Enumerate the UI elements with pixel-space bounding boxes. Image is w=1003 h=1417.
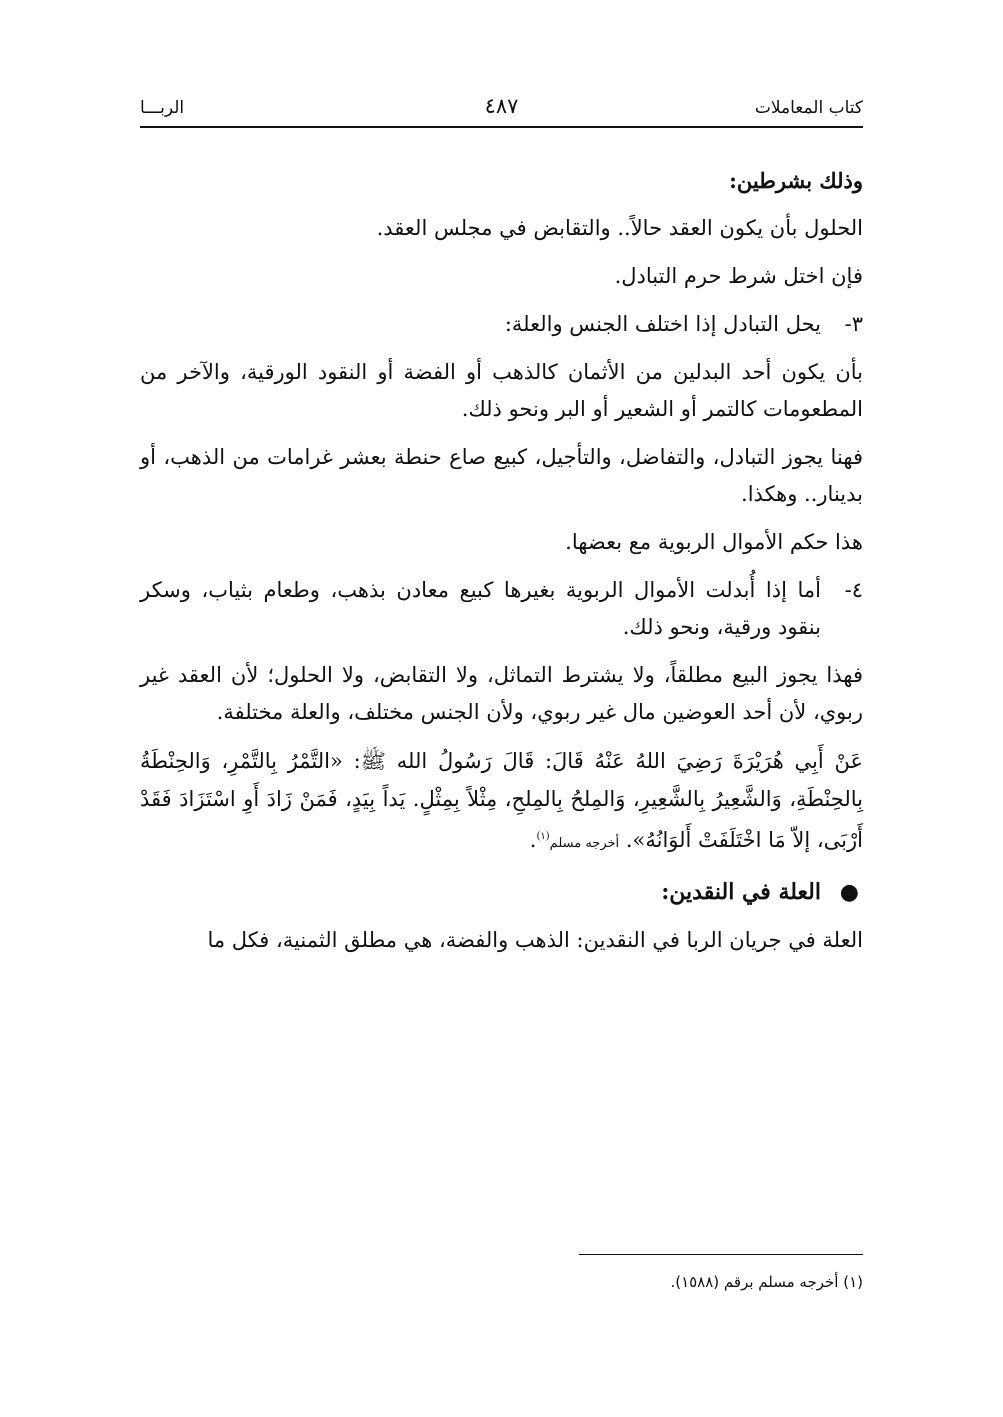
section-heading [140, 874, 863, 911]
paragraph-conditions: الحلول بأن يكون العقد حالاً.. والتقابض في مجلس العقد. [376, 216, 863, 240]
paragraph-cause: العلة في جريان الربا في النقدين: الذهب والفضة، هي مطلق الثمنية، فكل ما [207, 928, 863, 952]
list-number: ٣- [844, 312, 863, 336]
list-item-3 [140, 306, 863, 343]
footnote-divider [579, 1254, 863, 1255]
footnote-marker: (١) [536, 831, 550, 842]
paragraph-ruling: فهذا يجوز البيع مطلقاً، ولا يشترط التماثل، ولا التقابض، ولا الحلول؛ لأن العقد غير ربوي، لأن أحد العوضين مال غير ربوي، ولأن الجنس مختلف، والعلة مختلفة. [140, 663, 863, 724]
footnote: (١) أخرجه مسلم برقم (١٥٨٨). [670, 1273, 863, 1291]
paragraph-permission: فهنا يجوز التبادل، والتفاضل، والتأجيل، كبيع صاع حنطة بعشر غرامات من الذهب، أو بدينار.. وهكذا. [140, 445, 863, 506]
page-number: ٤٨٧ [484, 94, 519, 118]
list-item-text: أما إذا أُبدلت الأموال الربوية بغيرها كبيع معادن بذهب، وطعام بثياب، وسكر بنقود ورقية، ونحو ذلك. [140, 578, 821, 639]
book-title: كتاب المعاملات [754, 98, 863, 118]
paragraph-example: بأن يكون أحد البدلين من الأثمان كالذهب أو الفضة أو النقود الورقية، والآخر من المطعومات كالتمر أو الشعير أو البر ونحو ذلك. [140, 360, 863, 421]
page-header [140, 94, 863, 128]
paragraph-summary: هذا حكم الأموال الربوية مع بعضها. [565, 530, 863, 554]
list-item-4 [140, 572, 863, 646]
list-item-text: يحل التبادل إذا اختلف الجنس والعلة: [504, 312, 821, 336]
list-number: ٤- [844, 578, 863, 602]
hadith-reference: أخرجه مسلم [549, 836, 620, 851]
paragraph-violation: فإن اختل شرط حرم التبادل. [614, 264, 863, 288]
bullet-icon: ● [839, 879, 859, 905]
section-heading-text: العلة في النقدين: [661, 879, 821, 905]
hadith-text: عَنْ أَبِي هُرَيْرَةَ رَضِيَ اللهُ عَنْهُ قَالَ: قَالَ رَسُولُ الله ﷺ: «التَّمْرُ بِالتَّمْرِ، وَالحِنْطَةُ بِالحِنْطَةِ، وَالشَّعِيرُ بِالشَّعِيرِ، وَالمِلحُ بِالمِلحِ، مِثْلاً بِمِثْلٍ. يَداً بِيَدٍ، فَمَنْ زَادَ أَوِ اسْتَزَادَ فَقَدْ أَرْبَى، إلاّ مَا اخْتَلَفَتْ أَلوَانُهُ». [140, 749, 863, 852]
page-body [140, 162, 863, 970]
hadith-quote [140, 742, 863, 863]
header-divider [140, 126, 863, 128]
chapter-title: الربـــا [140, 98, 185, 118]
hadith-end: . [529, 828, 537, 852]
conditions-intro: وذلك بشرطين: [729, 168, 863, 193]
